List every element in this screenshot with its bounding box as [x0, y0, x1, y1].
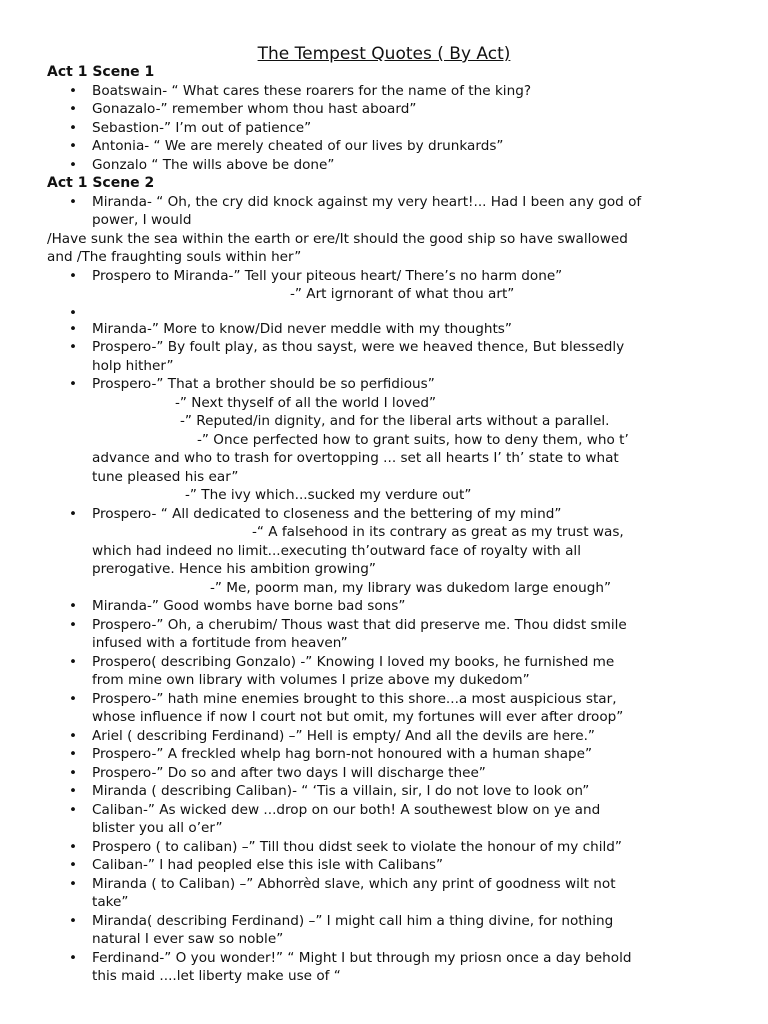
- list-item: • Boatswain- “ What cares these roarers for the name of the king?: [47, 82, 737, 101]
- quote-continuation: /Have sunk the sea within the earth or ere/It should the good ship so have swallowed and /The fraughting souls within her”: [47, 230, 628, 265]
- list-item: • Prospero-” Do so and after two days I will discharge thee”: [47, 764, 737, 783]
- quote-list-act1-scene2: [47, 193, 737, 230]
- list-item: • Prospero ( to caliban) –” Till thou didst seek to violate the honour of my child”: [47, 838, 737, 857]
- blank-line: [47, 304, 737, 320]
- list-item: • Sebastion-” I’m out of patience”: [47, 119, 737, 138]
- list-item: • Prospero-” By foult play, as thou sayst, were we heaved thence, But blessedly holp hither”: [47, 338, 737, 375]
- list-item: • Miranda- “ Oh, the cry did knock against my very heart!... Had I been any god of power, I would: [47, 193, 737, 230]
- list-item: • Gonzalo “ The wills above be done”: [47, 156, 737, 175]
- list-item: • Caliban-” I had peopled else this isle with Calibans”: [47, 856, 737, 875]
- section-heading-act1-scene1: Act 1 Scene 1: [47, 64, 155, 80]
- list-item: • Prospero- “ All dedicated to closeness and the bettering of my mind” -“ A falsehood in its contrary as great as my trust was, which had indeed no limit...executing th’outward face of royalty with all prerogative. Hence his ambition growing” -” Me, poorm man, my library was dukedom large enough”: [47, 505, 737, 598]
- list-item: • Miranda-” Good wombs have borne bad sons”: [47, 597, 737, 616]
- list-item: • Miranda ( to Caliban) –” Abhorrèd slave, which any print of goodness wilt not take”: [47, 875, 737, 912]
- quote-list-act1-scene1: [47, 82, 737, 175]
- list-item: • Miranda( describing Ferdinand) –” I might call him a thing divine, for nothing natural I ever saw so noble”: [47, 912, 737, 949]
- quote-list-act1-scene2-cont: [47, 267, 737, 986]
- page-title: The Tempest Quotes ( By Act): [257, 44, 511, 64]
- list-item: • Prospero-” Oh, a cherubim/ Thous wast that did preserve me. Thou didst smile infused with a fortitude from heaven”: [47, 616, 737, 653]
- list-item: • Ferdinand-” O you wonder!” “ Might I but through my priosn once a day behold this maid ....let liberty make use of “: [47, 949, 737, 986]
- document-body: [47, 63, 737, 986]
- section-heading-act1-scene2: Act 1 Scene 2: [47, 175, 155, 191]
- list-item: • Miranda-” More to know/Did never meddle with my thoughts”: [47, 320, 737, 339]
- list-item: • Prospero-” That a brother should be so perfidious” -” Next thyself of all the world I loved” -” Reputed/in dignity, and for the liberal arts without a parallel. -” Once perfected how to grant suits, how to deny them, who t’ advance and who to trash for overtopping ... set all hearts I’ th’ state to what tune pleased his ear” -” The ivy which...sucked my verdure out”: [47, 375, 737, 505]
- list-item: • Gonazalo-” remember whom thou hast aboard”: [47, 100, 737, 119]
- list-item: • Prospero-” hath mine enemies brought to this shore...a most auspicious star, whose influence if now I court not but omit, my fortunes will ever after droop”: [47, 690, 737, 727]
- list-item: • Antonia- “ We are merely cheated of our lives by drunkards”: [47, 137, 737, 156]
- list-item: • Miranda ( describing Caliban)- “ ‘Tis a villain, sir, I do not love to look on”: [47, 782, 737, 801]
- list-item: • Prospero to Miranda-” Tell your piteous heart/ There’s no harm done” -” Art igrnorant of what thou art”: [47, 267, 737, 304]
- list-item: • Prospero( describing Gonzalo) -” Knowing I loved my books, he furnished me from mine own library with volumes I prize above my dukedom”: [47, 653, 737, 690]
- list-item: • Prospero-” A freckled whelp hag born-not honoured with a human shape”: [47, 745, 737, 764]
- list-item: • Ariel ( describing Ferdinand) –” Hell is empty/ And all the devils are here.”: [47, 727, 737, 746]
- list-item: • Caliban-” As wicked dew ...drop on our both! A southewest blow on ye and blister you all o’er”: [47, 801, 737, 838]
